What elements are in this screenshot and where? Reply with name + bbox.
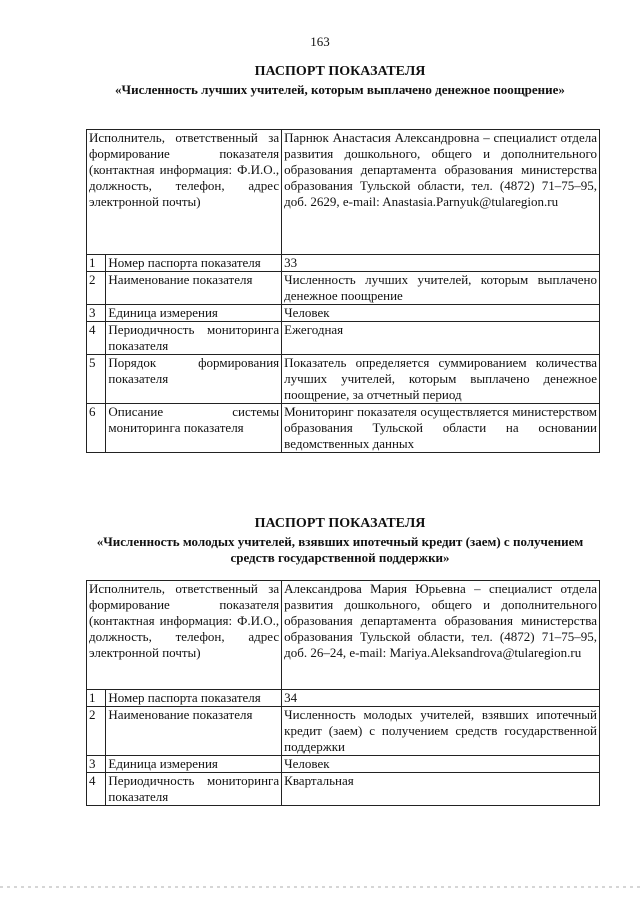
row-number: 3 <box>87 305 106 322</box>
row-value: Численность лучших учителей, которым выплачено денежное поощрение <box>282 272 600 305</box>
row-number: 3 <box>87 756 106 773</box>
row-number: 4 <box>87 773 106 806</box>
executor-row <box>87 581 600 690</box>
executor-value: Парнюк Анастасия Александровна – специалист отдела развития дошкольного, общего и дополнительного образования департамента образования министерства образования Тульской области, тел. (4872) 71–75–95, доб. 2629, e-mail: Anastasia.Parnyuk@tularegion.ru <box>282 130 600 255</box>
table-row <box>87 756 600 773</box>
row-name: Номер паспорта показателя <box>106 690 282 707</box>
row-name: Периодичность мониторинга показателя <box>106 322 282 355</box>
passport-1-title: ПАСПОРТ ПОКАЗАТЕЛЯ <box>254 64 426 79</box>
row-number: 2 <box>87 272 106 305</box>
passport-2-table <box>86 580 600 806</box>
row-name: Периодичность мониторинга показателя <box>106 773 282 806</box>
row-name: Единица измерения <box>106 305 282 322</box>
table-row <box>87 272 600 305</box>
row-value: Показатель определяется суммированием количества лучших учителей, которым выплачено денежное поощрение, за отчетный период <box>282 355 600 404</box>
table-row <box>87 322 600 355</box>
passport-2-subtitle: «Численность молодых учителей, взявших ипотечный кредит (заем) с получением средств государственной поддержки» <box>96 534 584 565</box>
page-number: 163 <box>310 34 330 49</box>
row-number: 5 <box>87 355 106 404</box>
row-name: Порядок формирования показателя <box>106 355 282 404</box>
row-value: Человек <box>282 756 600 773</box>
table-row <box>87 255 600 272</box>
row-name: Наименование показателя <box>106 707 282 756</box>
row-value: Ежегодная <box>282 322 600 355</box>
row-value: 34 <box>282 690 600 707</box>
executor-label: Исполнитель, ответственный за формирование показателя (контактная информация: Ф.И.О., должность, телефон, адрес электронной почты) <box>87 581 282 690</box>
row-name: Описание системы мониторинга показателя <box>106 404 282 453</box>
row-number: 2 <box>87 707 106 756</box>
scan-artifact-line <box>0 886 640 888</box>
row-name: Наименование показателя <box>106 272 282 305</box>
row-name: Единица измерения <box>106 756 282 773</box>
table-row <box>87 707 600 756</box>
passport-1-table <box>86 129 600 453</box>
row-value: Численность молодых учителей, взявших ипотечный кредит (заем) с получением средств государственной поддержки <box>282 707 600 756</box>
table-row <box>87 305 600 322</box>
row-number: 1 <box>87 255 106 272</box>
passport-1-subtitle: «Численность лучших учителей, которым выплачено денежное поощрение» <box>115 82 565 97</box>
table-row <box>87 773 600 806</box>
row-number: 1 <box>87 690 106 707</box>
executor-label: Исполнитель, ответственный за формирование показателя (контактная информация: Ф.И.О., должность, телефон, адрес электронной почты) <box>87 130 282 255</box>
row-number: 4 <box>87 322 106 355</box>
row-value: 33 <box>282 255 600 272</box>
row-value: Мониторинг показателя осуществляется министерством образования Тульской области на основании ведомственных данных <box>282 404 600 453</box>
executor-value: Александрова Мария Юрьевна – специалист отдела развития дошкольного, общего и дополнительного образования департамента образования министерства образования Тульской области, тел. (4872) 71–75–95, доб. 26–24, e-mail: Mariya.Aleksandrova@tularegion.ru <box>282 581 600 690</box>
table-row <box>87 690 600 707</box>
row-value: Человек <box>282 305 600 322</box>
executor-row <box>87 130 600 255</box>
passport-2-title: ПАСПОРТ ПОКАЗАТЕЛЯ <box>254 516 426 531</box>
row-number: 6 <box>87 404 106 453</box>
row-name: Номер паспорта показателя <box>106 255 282 272</box>
table-row <box>87 355 600 404</box>
table-row <box>87 404 600 453</box>
row-value: Квартальная <box>282 773 600 806</box>
